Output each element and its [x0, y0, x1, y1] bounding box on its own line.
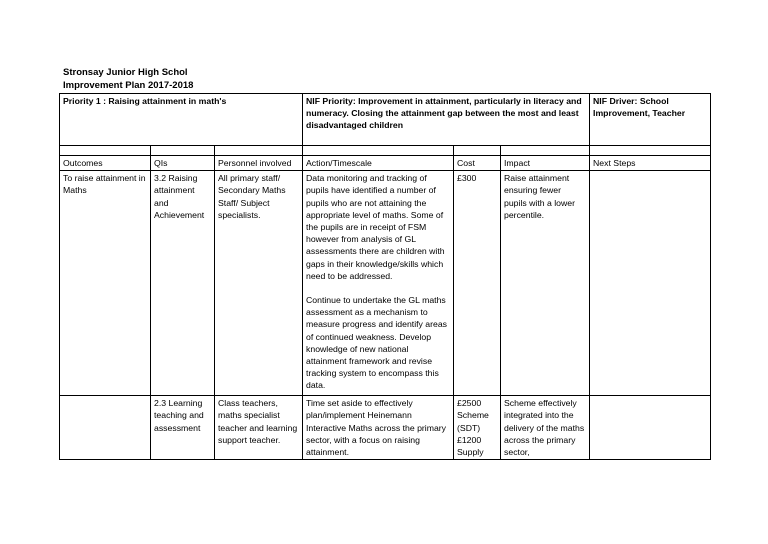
next-steps-cell [590, 171, 711, 396]
improvement-plan-table [59, 93, 711, 460]
action-cell [303, 171, 454, 396]
next-steps-cell [590, 396, 711, 460]
action-cell: Time set aside to effectively plan/implement Heinemann Interactive Maths across the primary sector, with a focus on raising attainment. [303, 396, 454, 460]
impact-cell: Raise attainment ensuring fewer pupils with a lower percentile. [501, 171, 590, 396]
action-paragraph: Data monitoring and tracking of pupils have identified a number of pupils who are not attaining the appropriate level of maths. Some of the pupils are in receipt of FSM however from analysis of GL assessments there are children with gaps in their knowledge/skills which need to be addressed. [306, 173, 445, 281]
col-header-next-steps: Next Steps [590, 156, 711, 171]
col-header-cost: Cost [454, 156, 501, 171]
outcome-cell: To raise attainment in Maths [60, 171, 151, 396]
qi-cell: 2.3 Learning teaching and assessment [151, 396, 215, 460]
col-header-qis: QIs [151, 156, 215, 171]
impact-cell: Scheme effectively integrated into the delivery of the maths across the primary sector, [501, 396, 590, 460]
cost-cell: £300 [454, 171, 501, 396]
personnel-cell: All primary staff/ Secondary Maths Staff/ Subject specialists. [215, 171, 303, 396]
priority-label: Priority 1 : Raising attainment in math's [60, 94, 303, 146]
plan-title: Improvement Plan 2017-2018 [63, 80, 194, 91]
priority-row [60, 94, 711, 146]
column-header-row [60, 156, 711, 171]
nif-priority: NIF Priority: Improvement in attainment, particularly in literacy and numeracy. Closing the attainment gap between the most and least disadvantaged children [303, 94, 590, 146]
action-paragraph: Continue to undertake the GL maths assessment as a mechanism to measure progress and identify areas of continued weakness. Develop knowledge of new national attainment framework and revise tracking system to encompass this data. [306, 295, 448, 391]
col-header-outcomes: Outcomes [60, 156, 151, 171]
table-row [60, 396, 711, 460]
outcome-cell [60, 396, 151, 460]
col-header-impact: Impact [501, 156, 590, 171]
col-header-action: Action/Timescale [303, 156, 454, 171]
nif-driver: NIF Driver: School Improvement, Teacher [590, 94, 711, 146]
col-header-personnel: Personnel involved [215, 156, 303, 171]
spacer-row [60, 146, 711, 156]
personnel-cell: Class teachers, maths specialist teacher and learning support teacher. [215, 396, 303, 460]
qi-cell: 3.2 Raising attainment and Achievement [151, 171, 215, 396]
cost-cell: £2500 Scheme (SDT) £1200 Supply [454, 396, 501, 460]
school-name: Stronsay Junior High Schol [63, 67, 188, 78]
table-row [60, 171, 711, 396]
